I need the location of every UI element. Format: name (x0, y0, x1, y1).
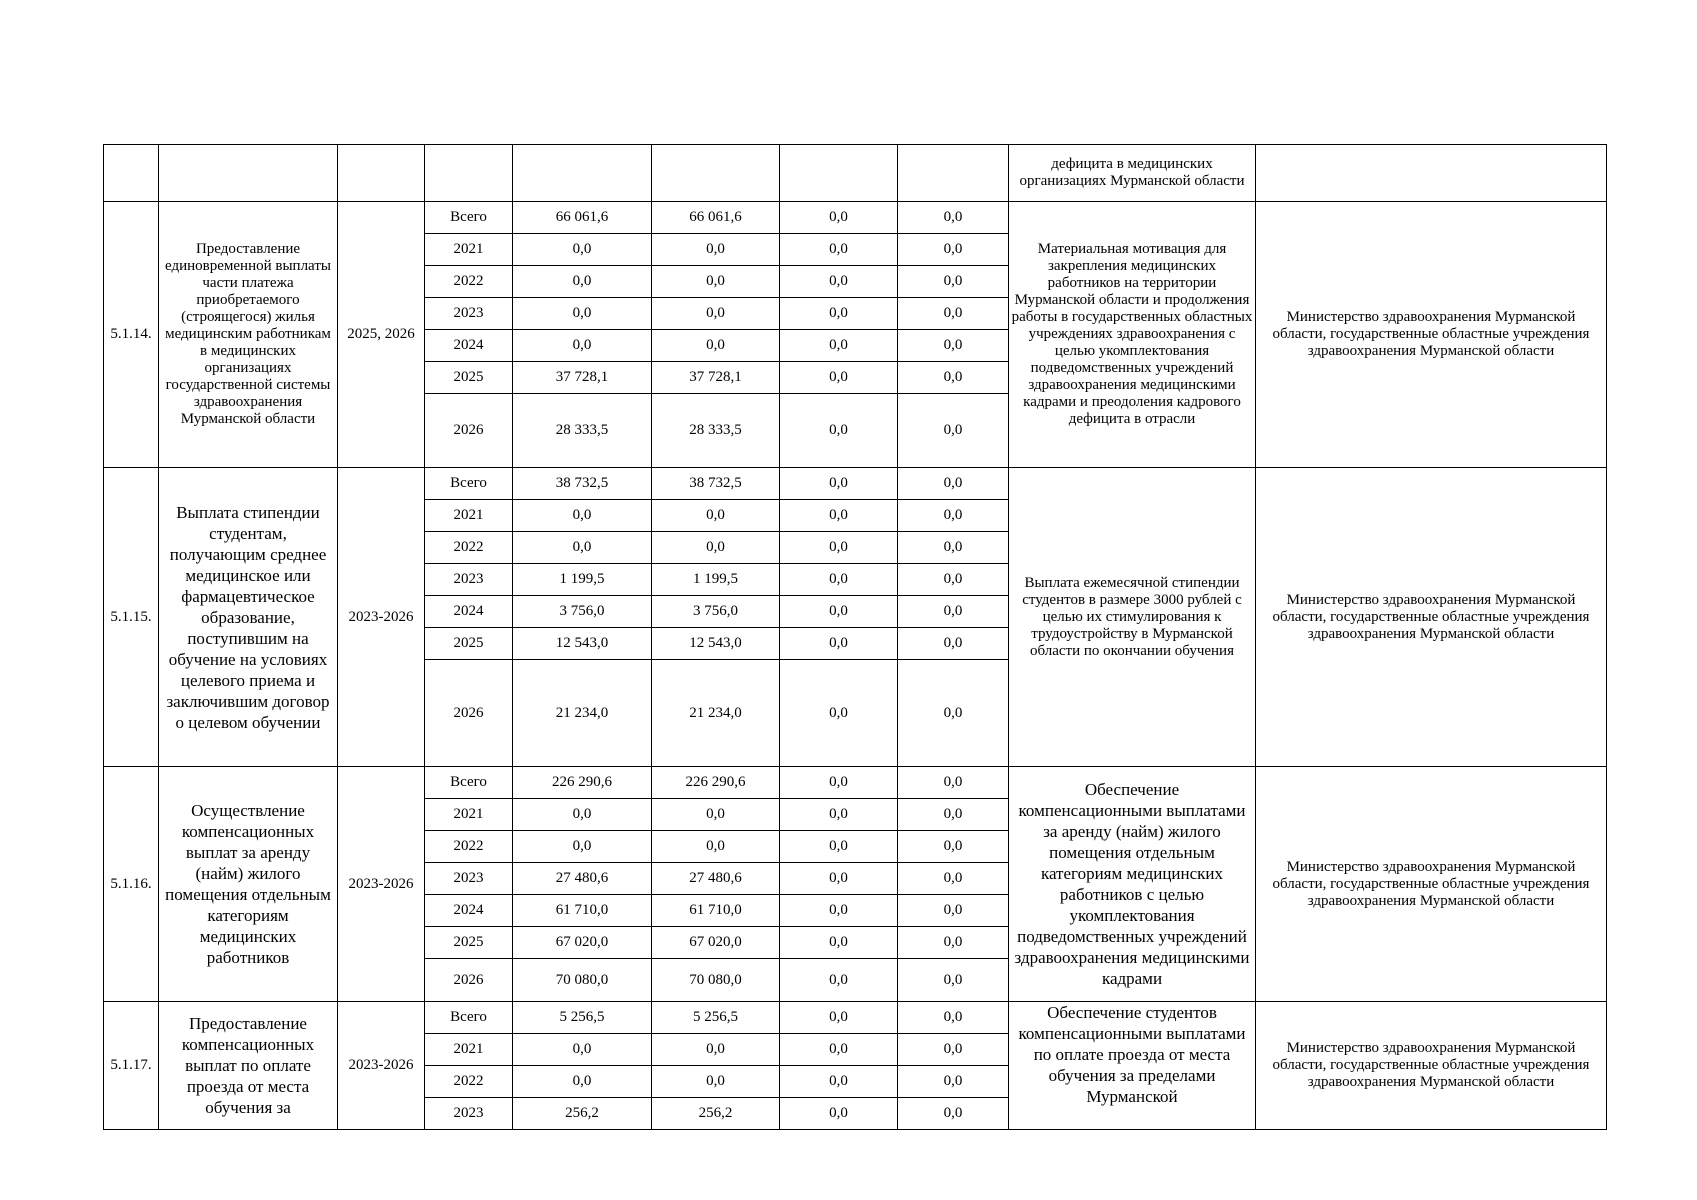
year-cell: 2025 (425, 628, 513, 660)
program-activities-table (103, 144, 1607, 1130)
federal-budget-cell: 0,0 (780, 767, 898, 799)
total-amount-cell: 0,0 (513, 266, 652, 298)
federal-budget-cell: 0,0 (780, 468, 898, 500)
regional-budget-cell: 66 061,6 (652, 202, 780, 234)
year-cell: Всего (425, 468, 513, 500)
year-cell: 2021 (425, 1034, 513, 1066)
federal-budget-cell: 0,0 (780, 628, 898, 660)
regional-budget-cell: 0,0 (652, 298, 780, 330)
other-sources-cell: 0,0 (898, 831, 1009, 863)
regional-budget-cell: 0,0 (652, 1066, 780, 1098)
total-amount-cell: 66 061,6 (513, 202, 652, 234)
other-sources-cell: 0,0 (898, 1098, 1009, 1130)
total-amount-cell: 21 234,0 (513, 660, 652, 767)
year-cell: 2023 (425, 1098, 513, 1130)
regional-budget-cell: 28 333,5 (652, 394, 780, 468)
activity-name-cell: Осуществление компенсационных выплат за аренду (найм) жилого помещения отдельным категориям медицинских работников (159, 767, 338, 1002)
other-sources-cell: 0,0 (898, 362, 1009, 394)
federal-budget-cell: 0,0 (780, 564, 898, 596)
regional-budget-cell: 12 543,0 (652, 628, 780, 660)
cont-regional-cell (652, 145, 780, 202)
cont-result-cell: дефицита в медицинских организациях Мурманской области (1009, 145, 1256, 202)
federal-budget-cell: 0,0 (780, 959, 898, 1002)
federal-budget-cell: 0,0 (780, 927, 898, 959)
year-cell: 2021 (425, 234, 513, 266)
activity-period-cell: 2023-2026 (338, 1002, 425, 1130)
regional-budget-cell: 0,0 (652, 330, 780, 362)
year-cell: Всего (425, 202, 513, 234)
total-amount-cell: 70 080,0 (513, 959, 652, 1002)
other-sources-cell: 0,0 (898, 202, 1009, 234)
total-amount-cell: 3 756,0 (513, 596, 652, 628)
federal-budget-cell: 0,0 (780, 532, 898, 564)
other-sources-cell: 0,0 (898, 532, 1009, 564)
cont-num-cell (104, 145, 159, 202)
activity-period-cell: 2023-2026 (338, 767, 425, 1002)
cont-year-cell (425, 145, 513, 202)
year-cell: 2023 (425, 564, 513, 596)
federal-budget-cell: 0,0 (780, 202, 898, 234)
regional-budget-cell: 256,2 (652, 1098, 780, 1130)
federal-budget-cell: 0,0 (780, 1034, 898, 1066)
activity-number-cell: 5.1.15. (104, 468, 159, 767)
other-sources-cell: 0,0 (898, 927, 1009, 959)
federal-budget-cell: 0,0 (780, 394, 898, 468)
other-sources-cell: 0,0 (898, 1002, 1009, 1034)
total-amount-cell: 27 480,6 (513, 863, 652, 895)
other-sources-cell: 0,0 (898, 767, 1009, 799)
federal-budget-cell: 0,0 (780, 660, 898, 767)
cont-name-cell (159, 145, 338, 202)
total-amount-cell: 38 732,5 (513, 468, 652, 500)
regional-budget-cell: 38 732,5 (652, 468, 780, 500)
year-cell: Всего (425, 767, 513, 799)
federal-budget-cell: 0,0 (780, 298, 898, 330)
regional-budget-cell: 3 756,0 (652, 596, 780, 628)
regional-budget-cell: 1 199,5 (652, 564, 780, 596)
year-cell: 2026 (425, 394, 513, 468)
regional-budget-cell: 0,0 (652, 266, 780, 298)
regional-budget-cell: 0,0 (652, 500, 780, 532)
year-cell: 2025 (425, 927, 513, 959)
regional-budget-cell: 21 234,0 (652, 660, 780, 767)
federal-budget-cell: 0,0 (780, 362, 898, 394)
total-amount-cell: 28 333,5 (513, 394, 652, 468)
federal-budget-cell: 0,0 (780, 1066, 898, 1098)
year-cell: 2021 (425, 500, 513, 532)
executor-cell: Министерство здравоохранения Мурманской области, государственные областные учреждения здравоохранения Мурманской области (1256, 1002, 1607, 1130)
regional-budget-cell: 0,0 (652, 1034, 780, 1066)
other-sources-cell: 0,0 (898, 863, 1009, 895)
total-amount-cell: 61 710,0 (513, 895, 652, 927)
other-sources-cell: 0,0 (898, 660, 1009, 767)
other-sources-cell: 0,0 (898, 330, 1009, 362)
other-sources-cell: 0,0 (898, 564, 1009, 596)
executor-cell: Министерство здравоохранения Мурманской области, государственные областные учреждения здравоохранения Мурманской области (1256, 202, 1607, 468)
total-amount-cell: 0,0 (513, 234, 652, 266)
federal-budget-cell: 0,0 (780, 831, 898, 863)
activity-number-cell: 5.1.17. (104, 1002, 159, 1130)
year-cell: 2023 (425, 298, 513, 330)
federal-budget-cell: 0,0 (780, 500, 898, 532)
year-cell: Всего (425, 1002, 513, 1034)
federal-budget-cell: 0,0 (780, 266, 898, 298)
year-cell: 2022 (425, 831, 513, 863)
regional-budget-cell: 0,0 (652, 234, 780, 266)
total-amount-cell: 0,0 (513, 799, 652, 831)
other-sources-cell: 0,0 (898, 266, 1009, 298)
regional-budget-cell: 0,0 (652, 532, 780, 564)
regional-budget-cell: 67 020,0 (652, 927, 780, 959)
continuation-row (104, 145, 1607, 202)
federal-budget-cell: 0,0 (780, 799, 898, 831)
year-cell: 2024 (425, 596, 513, 628)
total-amount-cell: 256,2 (513, 1098, 652, 1130)
year-cell: 2023 (425, 863, 513, 895)
other-sources-cell: 0,0 (898, 1066, 1009, 1098)
total-amount-cell: 12 543,0 (513, 628, 652, 660)
regional-budget-cell: 27 480,6 (652, 863, 780, 895)
year-cell: 2022 (425, 532, 513, 564)
activity-name-cell: Предоставление единовременной выплаты части платежа приобретаемого (строящегося) жилья медицинским работникам в медицинских организациях государственной системы здравоохранения Мурманской области (159, 202, 338, 468)
cont-period-cell (338, 145, 425, 202)
regional-budget-cell: 226 290,6 (652, 767, 780, 799)
cont-executor-cell (1256, 145, 1607, 202)
other-sources-cell: 0,0 (898, 959, 1009, 1002)
federal-budget-cell: 0,0 (780, 596, 898, 628)
other-sources-cell: 0,0 (898, 799, 1009, 831)
total-amount-cell: 0,0 (513, 532, 652, 564)
total-amount-cell: 226 290,6 (513, 767, 652, 799)
federal-budget-cell: 0,0 (780, 895, 898, 927)
cont-federal-cell (780, 145, 898, 202)
regional-budget-cell: 5 256,5 (652, 1002, 780, 1034)
activity-name-cell: Выплата стипендии студентам, получающим среднее медицинское или фармацевтическое образование, поступившим на обучение на условиях целевого приема и заключившим договор о целевом обучении (159, 468, 338, 767)
activity-period-cell: 2025, 2026 (338, 202, 425, 468)
other-sources-cell: 0,0 (898, 628, 1009, 660)
regional-budget-cell: 0,0 (652, 831, 780, 863)
activity-period-cell: 2023-2026 (338, 468, 425, 767)
regional-budget-cell: 61 710,0 (652, 895, 780, 927)
executor-cell: Министерство здравоохранения Мурманской области, государственные областные учреждения здравоохранения Мурманской области (1256, 468, 1607, 767)
year-cell: 2024 (425, 895, 513, 927)
cont-other-cell (898, 145, 1009, 202)
total-amount-cell: 0,0 (513, 831, 652, 863)
activity-year-row (104, 202, 1607, 234)
total-amount-cell: 0,0 (513, 1034, 652, 1066)
total-amount-cell: 0,0 (513, 1066, 652, 1098)
other-sources-cell: 0,0 (898, 596, 1009, 628)
executor-cell: Министерство здравоохранения Мурманской области, государственные областные учреждения здравоохранения Мурманской области (1256, 767, 1607, 1002)
year-cell: 2025 (425, 362, 513, 394)
activity-year-row (104, 468, 1607, 500)
year-cell: 2022 (425, 266, 513, 298)
federal-budget-cell: 0,0 (780, 1098, 898, 1130)
expected-result-cell: Обеспечение студентов компенсационными выплатами по оплате проезда от места обучения за пределами Мурманской (1009, 1002, 1256, 1130)
activity-name-cell: Предоставление компенсационных выплат по оплате проезда от места обучения за (159, 1002, 338, 1130)
total-amount-cell: 37 728,1 (513, 362, 652, 394)
federal-budget-cell: 0,0 (780, 330, 898, 362)
other-sources-cell: 0,0 (898, 234, 1009, 266)
regional-budget-cell: 70 080,0 (652, 959, 780, 1002)
other-sources-cell: 0,0 (898, 500, 1009, 532)
activity-year-row (104, 1002, 1607, 1034)
year-cell: 2021 (425, 799, 513, 831)
regional-budget-cell: 37 728,1 (652, 362, 780, 394)
total-amount-cell: 67 020,0 (513, 927, 652, 959)
total-amount-cell: 0,0 (513, 500, 652, 532)
total-amount-cell: 0,0 (513, 298, 652, 330)
other-sources-cell: 0,0 (898, 394, 1009, 468)
cont-total-cell (513, 145, 652, 202)
activity-number-cell: 5.1.14. (104, 202, 159, 468)
total-amount-cell: 5 256,5 (513, 1002, 652, 1034)
federal-budget-cell: 0,0 (780, 234, 898, 266)
expected-result-cell: Обеспечение компенсационными выплатами за аренду (найм) жилого помещения отдельным категориям медицинских работников с целью укомплектования подведомственных учреждений здравоохранения медицинскими кадрами (1009, 767, 1256, 1002)
year-cell: 2024 (425, 330, 513, 362)
year-cell: 2026 (425, 660, 513, 767)
other-sources-cell: 0,0 (898, 1034, 1009, 1066)
federal-budget-cell: 0,0 (780, 1002, 898, 1034)
year-cell: 2026 (425, 959, 513, 1002)
other-sources-cell: 0,0 (898, 298, 1009, 330)
activity-number-cell: 5.1.16. (104, 767, 159, 1002)
activity-year-row (104, 767, 1607, 799)
year-cell: 2022 (425, 1066, 513, 1098)
expected-result-cell: Выплата ежемесячной стипендии студентов в размере 3000 рублей с целью их стимулирования к трудоустройству в Мурманской области по окончании обучения (1009, 468, 1256, 767)
total-amount-cell: 0,0 (513, 330, 652, 362)
expected-result-cell: Материальная мотивация для закрепления медицинских работников на территории Мурманской области и продолжения работы в государственных областных учреждениях здравоохранения с целью укомплектования подведомственных учреждений здравоохранения медицинскими кадрами и преодоления кадрового дефицита в отрасли (1009, 202, 1256, 468)
regional-budget-cell: 0,0 (652, 799, 780, 831)
other-sources-cell: 0,0 (898, 468, 1009, 500)
federal-budget-cell: 0,0 (780, 863, 898, 895)
total-amount-cell: 1 199,5 (513, 564, 652, 596)
other-sources-cell: 0,0 (898, 895, 1009, 927)
